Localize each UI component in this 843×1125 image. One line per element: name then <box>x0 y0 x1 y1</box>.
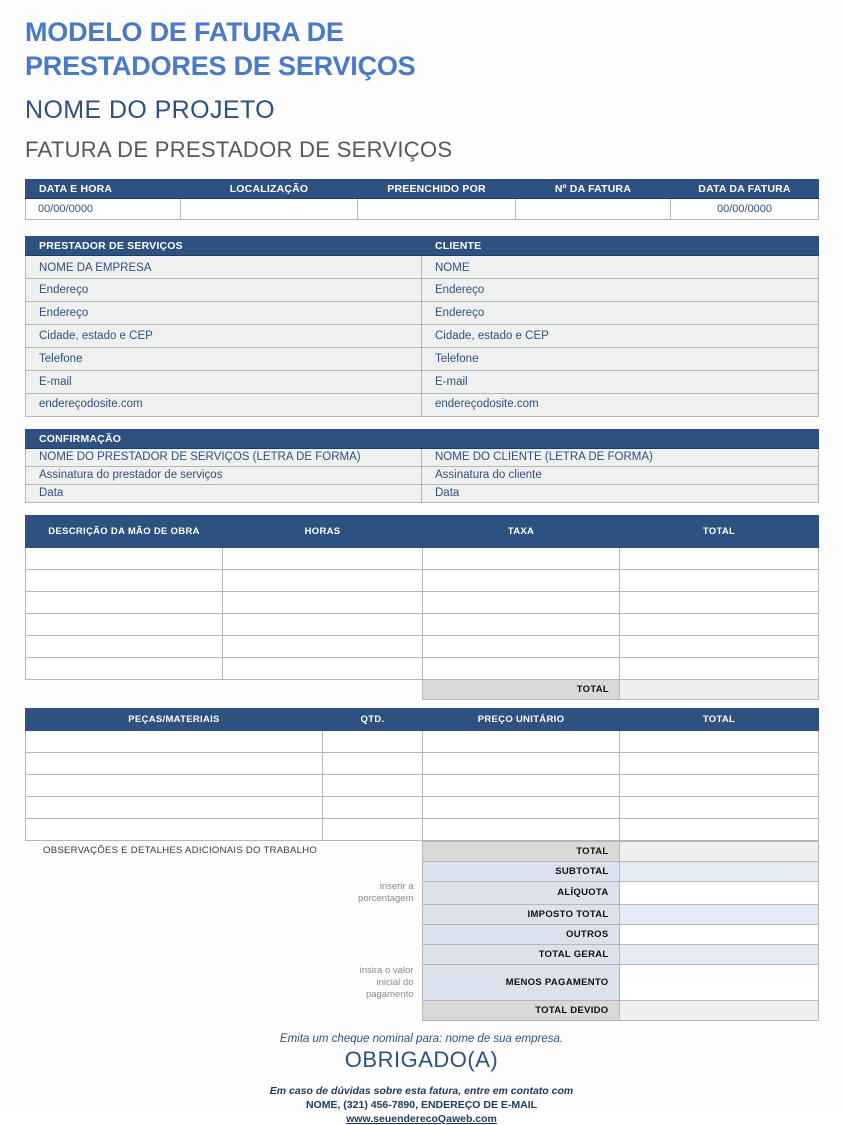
footer-block <box>0 1033 843 1125</box>
labor-cell-hours[interactable] <box>223 657 423 679</box>
parts-cell-unit-price[interactable] <box>423 774 620 796</box>
parties-row <box>26 393 819 416</box>
parts-cell-quantity[interactable] <box>323 752 423 774</box>
summary-value-total[interactable] <box>619 841 818 861</box>
summary-label-tax-total: IMPOSTO TOTAL <box>422 905 619 925</box>
table-row <box>26 730 819 752</box>
labor-cell-hours[interactable] <box>223 547 423 569</box>
parties-row <box>26 347 819 370</box>
labor-header-row <box>26 515 819 547</box>
labor-cell-rate[interactable] <box>423 591 620 613</box>
labor-cell-total[interactable] <box>620 547 819 569</box>
provider-line-1[interactable]: Endereço <box>26 278 422 301</box>
labor-cell-description[interactable] <box>26 613 223 635</box>
labor-total-value[interactable] <box>620 679 819 699</box>
client-line-5[interactable]: E-mail <box>422 370 819 393</box>
confirmation-row <box>26 466 819 484</box>
confirmation-table <box>25 429 819 503</box>
labor-table <box>25 515 819 700</box>
confirmation-provider-signature[interactable]: Assinatura do prestador de serviços <box>26 466 422 484</box>
summary-label-total: TOTAL <box>422 841 619 861</box>
summary-value-tax-rate[interactable] <box>619 881 818 905</box>
confirmation-header-row <box>26 429 819 448</box>
labor-col-total: TOTAL <box>620 515 819 547</box>
labor-cell-description[interactable] <box>26 657 223 679</box>
confirmation-provider-name[interactable]: NOME DO PRESTADOR DE SERVIÇOS (LETRA DE FORMA) <box>26 448 422 466</box>
summary-row-total <box>25 841 818 861</box>
parts-cell-unit-price[interactable] <box>423 818 620 840</box>
client-header: CLIENTE <box>422 236 819 255</box>
confirmation-block <box>25 429 818 503</box>
parts-col-materials: PEÇAS/MATERIAIS <box>26 708 323 730</box>
parts-cell-total[interactable] <box>620 796 819 818</box>
labor-cell-rate[interactable] <box>423 547 620 569</box>
document-title-line2: PRESTADORES DE SERVIÇOS <box>25 50 416 81</box>
provider-line-0[interactable]: NOME DA EMPRESA <box>26 255 422 278</box>
parts-cell-total[interactable] <box>620 752 819 774</box>
confirmation-row <box>26 448 819 466</box>
labor-total-spacer <box>26 679 423 699</box>
parties-row <box>26 255 819 278</box>
parts-cell-material[interactable] <box>26 752 323 774</box>
confirmation-row <box>26 484 819 502</box>
labor-cell-hours[interactable] <box>223 591 423 613</box>
hint-payment-line1: insira o valor <box>359 964 414 976</box>
labor-cell-description[interactable] <box>26 591 223 613</box>
parts-col-unit-price: PREÇO UNITÁRIO <box>423 708 620 730</box>
summary-label-grand-total: TOTAL GERAL <box>422 945 619 965</box>
parts-cell-quantity[interactable] <box>323 730 423 752</box>
parties-row <box>26 324 819 347</box>
client-line-1[interactable]: Endereço <box>422 278 819 301</box>
summary-hint-payment <box>322 965 422 1001</box>
labor-cell-hours[interactable] <box>223 569 423 591</box>
labor-cell-rate[interactable] <box>423 635 620 657</box>
parties-row <box>26 278 819 301</box>
meta-table-block <box>25 179 818 220</box>
provider-line-4[interactable]: Telefone <box>26 347 422 370</box>
labor-col-description: DESCRIÇÃO DA MÃO DE OBRA <box>26 515 223 547</box>
parts-cell-quantity[interactable] <box>323 774 423 796</box>
confirmation-client-signature[interactable]: Assinatura do cliente <box>422 466 819 484</box>
hint-payment-line3: pagamento <box>365 988 414 1000</box>
meta-col-location: LOCALIZAÇÃO <box>181 179 358 198</box>
table-row <box>26 796 819 818</box>
summary-value-total-due[interactable] <box>619 1000 818 1020</box>
labor-total-row <box>26 679 819 699</box>
meta-value-location[interactable] <box>181 198 358 219</box>
labor-cell-total[interactable] <box>620 569 819 591</box>
parts-cell-unit-price[interactable] <box>423 752 620 774</box>
summary-hint-blank-2 <box>322 861 422 881</box>
parts-cell-total[interactable] <box>620 818 819 840</box>
thanks-message: OBRIGADO(A) <box>344 1046 499 1072</box>
summary-value-subtotal[interactable] <box>619 861 818 881</box>
parts-cell-quantity[interactable] <box>323 818 423 840</box>
provider-line-3[interactable]: Cidade, estado e CEP <box>26 324 422 347</box>
summary-value-less-payment[interactable] <box>619 965 818 1001</box>
labor-cell-description[interactable] <box>26 569 223 591</box>
website-link[interactable]: www.seuenderecoQaweb.com <box>346 1112 497 1125</box>
table-row <box>26 547 819 569</box>
parts-cell-quantity[interactable] <box>323 796 423 818</box>
client-line-2[interactable]: Endereço <box>422 301 819 324</box>
provider-header: PRESTADOR DE SERVIÇOS <box>26 236 422 255</box>
table-row <box>26 657 819 679</box>
summary-value-tax-total[interactable] <box>619 905 818 925</box>
hint-percentage-line2: porcentagem <box>358 892 414 904</box>
table-row <box>26 591 819 613</box>
labor-cell-rate[interactable] <box>423 569 620 591</box>
parts-cell-total[interactable] <box>620 774 819 796</box>
labor-cell-rate[interactable] <box>423 657 620 679</box>
confirmation-header: CONFIRMAÇÃO <box>26 429 819 448</box>
parts-cell-material[interactable] <box>26 796 323 818</box>
summary-label-less-payment: MENOS PAGAMENTO <box>422 965 619 1001</box>
meta-value-invoice-number[interactable] <box>516 198 671 219</box>
parts-header-row <box>26 708 819 730</box>
parts-col-total: TOTAL <box>620 708 819 730</box>
parties-table <box>25 236 819 417</box>
meta-col-invoice-number: Nº DA FATURA <box>516 179 671 198</box>
parts-cell-material[interactable] <box>26 730 323 752</box>
meta-value-row <box>26 198 819 219</box>
cheque-note: Emita um cheque nominal para: nome de sua empresa. <box>279 1032 564 1045</box>
labor-cell-hours[interactable] <box>223 635 423 657</box>
summary-block <box>25 841 818 1021</box>
labor-cell-total[interactable] <box>620 635 819 657</box>
hint-payment-line2: inicial do <box>376 976 414 988</box>
labor-col-rate: TAXA <box>423 515 620 547</box>
summary-label-tax-rate: ALÍQUOTA <box>422 881 619 905</box>
parts-cell-material[interactable] <box>26 818 323 840</box>
parts-table <box>25 708 819 841</box>
parts-table-block <box>25 708 818 841</box>
parties-header-row <box>26 236 819 255</box>
client-line-4[interactable]: Telefone <box>422 347 819 370</box>
meta-value-filled-by[interactable] <box>358 198 516 219</box>
parties-row <box>26 370 819 393</box>
summary-hint-blank-5 <box>322 945 422 965</box>
hint-percentage-line1: inserir a <box>379 881 414 892</box>
parts-cell-material[interactable] <box>26 774 323 796</box>
table-row <box>26 635 819 657</box>
labor-cell-total[interactable] <box>620 657 819 679</box>
labor-total-label: TOTAL <box>423 679 620 699</box>
summary-label-total-due: TOTAL DEVIDO <box>422 1000 619 1020</box>
parts-col-quantity: QTD. <box>323 708 423 730</box>
meta-col-filled-by: PREENCHIDO POR <box>358 179 516 198</box>
summary-table <box>25 841 819 1021</box>
project-name[interactable]: NOME DO PROJETO <box>25 95 276 124</box>
meta-value-date-time[interactable]: 00/00/0000 <box>26 198 181 219</box>
client-line-0[interactable]: NOME <box>422 255 819 278</box>
parties-row <box>26 301 819 324</box>
labor-table-block <box>25 515 818 700</box>
summary-hint-blank-4 <box>322 925 422 945</box>
client-line-3[interactable]: Cidade, estado e CEP <box>422 324 819 347</box>
provider-line-2[interactable]: Endereço <box>26 301 422 324</box>
table-row <box>26 774 819 796</box>
meta-table <box>25 179 819 220</box>
labor-cell-total[interactable] <box>620 591 819 613</box>
document-title <box>25 16 585 84</box>
parts-cell-unit-price[interactable] <box>423 730 620 752</box>
questions-line-1: Em caso de dúvidas sobre esta fatura, entre em contato com <box>269 1084 574 1097</box>
labor-cell-description[interactable] <box>26 547 223 569</box>
parts-cell-total[interactable] <box>620 730 819 752</box>
meta-col-invoice-date: DATA DA FATURA <box>671 179 819 198</box>
meta-col-date-time: DATA E HORA <box>26 179 181 198</box>
meta-value-invoice-date[interactable]: 00/00/0000 <box>671 198 819 219</box>
table-row <box>26 569 819 591</box>
summary-label-others: OUTROS <box>422 925 619 945</box>
labor-cell-hours[interactable] <box>223 613 423 635</box>
table-row <box>26 818 819 840</box>
summary-hint-percentage <box>322 881 422 905</box>
labor-cell-description[interactable] <box>26 635 223 657</box>
confirmation-client-date[interactable]: Data <box>422 484 819 502</box>
summary-hint-blank-1 <box>322 841 422 861</box>
summary-value-grand-total[interactable] <box>619 945 818 965</box>
questions-line-2: NOME, (321) 456-7890, ENDEREÇO DE E-MAIL <box>305 1098 538 1111</box>
meta-header-row <box>26 179 819 198</box>
summary-hint-blank-6 <box>322 1000 422 1020</box>
summary-value-others[interactable] <box>619 925 818 945</box>
summary-label-subtotal: SUBTOTAL <box>422 861 619 881</box>
parts-cell-unit-price[interactable] <box>423 796 620 818</box>
table-row <box>26 613 819 635</box>
provider-line-6[interactable]: endereçodosite.com <box>26 393 422 416</box>
labor-cell-total[interactable] <box>620 613 819 635</box>
provider-line-5[interactable]: E-mail <box>26 370 422 393</box>
labor-cell-rate[interactable] <box>423 613 620 635</box>
table-row <box>26 752 819 774</box>
summary-hint-blank-3 <box>322 905 422 925</box>
labor-col-hours: HORAS <box>223 515 423 547</box>
document-title-line1: MODELO DE FATURA DE <box>25 17 344 47</box>
confirmation-client-name[interactable]: NOME DO CLIENTE (LETRA DE FORMA) <box>422 448 819 466</box>
page-subtitle: FATURA DE PRESTADOR DE SERVIÇOS <box>25 136 453 162</box>
confirmation-provider-date[interactable]: Data <box>26 484 422 502</box>
observations-label: OBSERVAÇÕES E DETALHES ADICIONAIS DO TRABALHO <box>25 841 322 1020</box>
client-line-6[interactable]: endereçodosite.com <box>422 393 819 416</box>
title-block <box>0 0 843 163</box>
parties-block <box>25 236 818 417</box>
